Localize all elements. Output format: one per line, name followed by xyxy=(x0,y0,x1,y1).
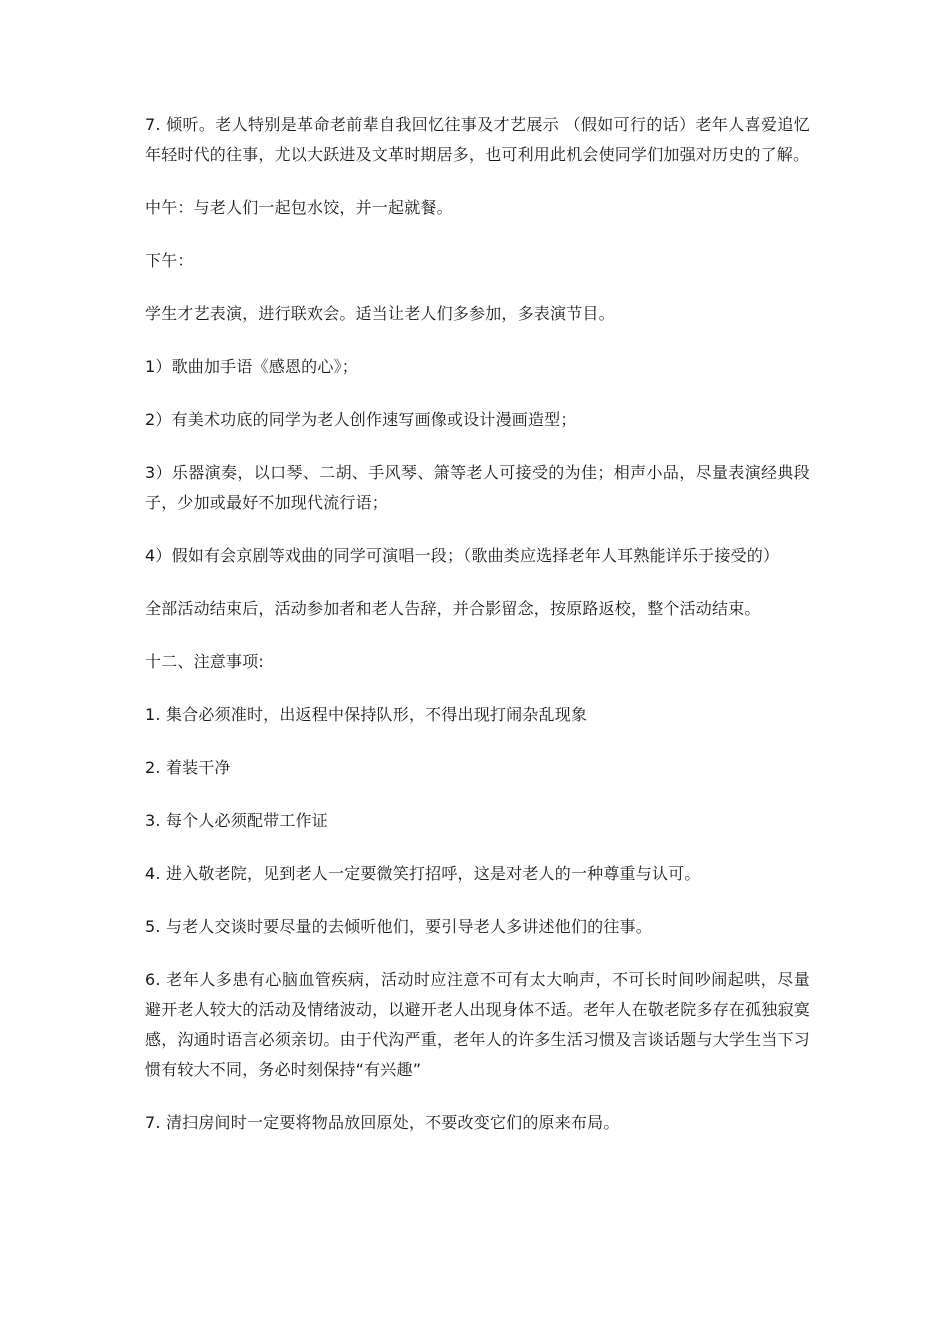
paragraph-noon: 中午：与老人们一起包水饺，并一起就餐。 xyxy=(145,198,453,217)
note-item-1: 1. 集合必须准时，出返程中保持队形，不得出现打闹杂乱现象 xyxy=(145,705,588,724)
list-item-opera: 4）假如有会京剧等戏曲的同学可演唱一段；（歌曲类应选择老年人耳熟能详乐于接受的） xyxy=(145,546,780,565)
section-heading-notes: 十二、注意事项: xyxy=(145,652,264,671)
note-item-7: 7. 清扫房间时一定要将物品放回原处，不要改变它们的原来布局。 xyxy=(145,1113,620,1132)
document-body xyxy=(145,110,810,1161)
note-item-4: 4. 进入敬老院，见到老人一定要微笑打招呼，这是对老人的一种尊重与认可。 xyxy=(145,864,701,883)
paragraph-afternoon-heading: 下午： xyxy=(145,251,194,270)
list-item-instruments: 3）乐器演奏，以口琴、二胡、手风琴、箫等老人可接受的为佳；相声小品，尽量表演经典段子，少加或最好不加现代流行语； xyxy=(145,463,810,512)
paragraph-closing: 全部活动结束后，活动参加者和老人告辞，并合影留念，按原路返校，整个活动结束。 xyxy=(145,599,761,618)
paragraph-talent-show: 学生才艺表演，进行联欢会。适当让老人们多参加，多表演节目。 xyxy=(145,304,615,323)
note-item-6: 6. 老年人多患有心脑血管疾病，活动时应注意不可有太大响声，不可长时间吵闹起哄，尽量避开老人较大的活动及情绪波动，以避开老人出现身体不适。老年人在敬老院多存在孤独寂寞感，沟通时语言必须亲切。由于代沟严重，老年人的许多生活习惯及言谈话题与大学生当下习惯有较大不同，务必时刻保持“有兴趣” xyxy=(145,970,810,1079)
note-item-2: 2. 着装干净 xyxy=(145,758,231,777)
note-item-3: 3. 每个人必须配带工作证 xyxy=(145,811,328,830)
list-item-art: 2）有美术功底的同学为老人创作速写画像或设计漫画造型； xyxy=(145,410,577,429)
note-item-5: 5. 与老人交谈时要尽量的去倾听他们，要引导老人多讲述他们的往事。 xyxy=(145,917,652,936)
paragraph-listening: 7. 倾听。老人特别是革命老前辈自我回忆往事及才艺展示 （假如可行的话）老年人喜爱追忆年轻时代的往事，尤以大跃进及文革时期居多，也可利用此机会使同学们加强对历史的了解。 xyxy=(145,115,810,164)
list-item-song: 1）歌曲加手语《感恩的心》； xyxy=(145,357,358,376)
